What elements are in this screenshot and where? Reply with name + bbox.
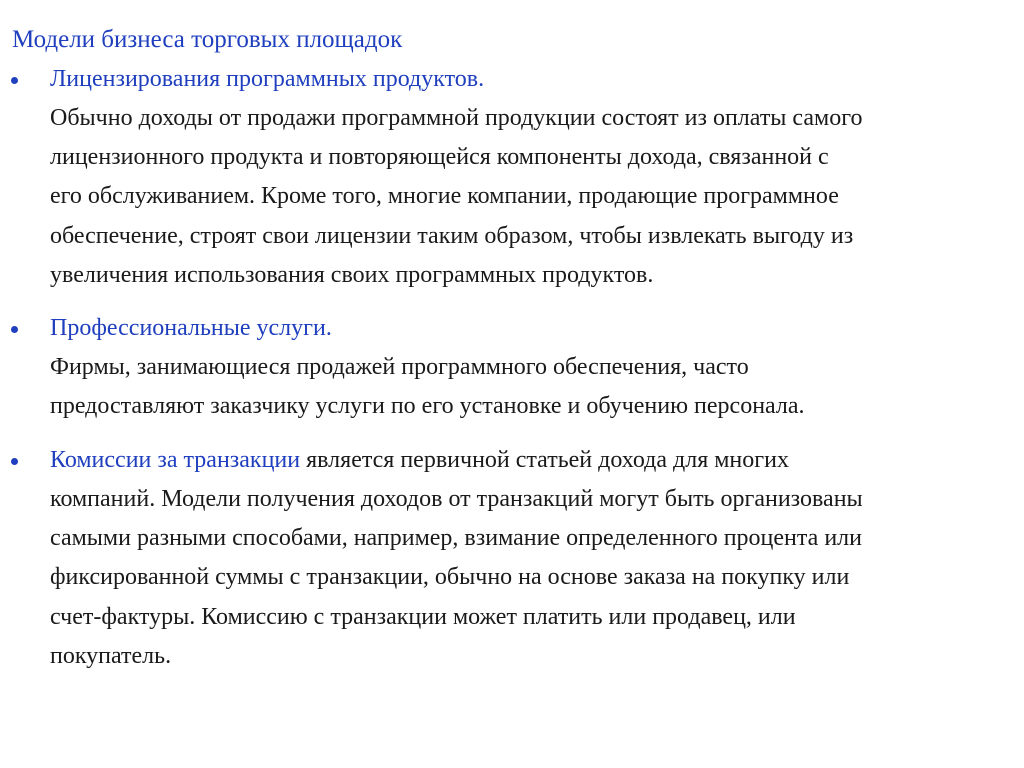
body-line: компаний. Модели получения доходов от транзакций могут быть организованы	[50, 486, 863, 512]
bullet-heading-tail: является первичной статьей дохода для многих	[300, 447, 789, 473]
body-line: увеличения использования своих программных продуктов.	[50, 261, 654, 288]
slide-title: Модели бизнеса торговых площадок	[12, 26, 403, 53]
body-line: Фирмы, занимающиеся продажей программного обеспечения, часто	[50, 354, 749, 380]
body-line: Обычно доходы от продажи программной продукции состоят из оплаты самого	[50, 105, 863, 131]
body-line: самыми разными способами, например, взимание определенного процента или	[50, 525, 862, 552]
body-line: предоставляют заказчику услуги по его установке и обучению персонала.	[50, 393, 805, 420]
bullet-dot-icon	[11, 458, 18, 465]
bullet-heading: Лицензирования программных продуктов.	[50, 66, 485, 92]
body-line: лицензионного продукта и повторяющейся компоненты дохода, связанной с	[50, 144, 829, 171]
body-line: счет-фактуры. Комиссию с транзакции может платить или продавец, или	[50, 603, 796, 630]
body-line: обеспечение, строят свои лицензии таким образом, чтобы извлекать выгоду из	[50, 222, 854, 249]
bullet-heading: Комиссии за транзакции	[50, 447, 301, 473]
body-line: его обслуживанием. Кроме того, многие компании, продающие программное	[50, 183, 839, 210]
body-line: покупатель.	[50, 642, 172, 669]
bullet-body	[50, 480, 1024, 676]
bullet-dot-icon	[11, 77, 18, 84]
bullet-body	[50, 348, 1024, 426]
body-line: фиксированной суммы с транзакции, обычно на основе заказа на покупку или	[50, 564, 850, 591]
bullet-heading-line	[50, 441, 789, 480]
bullet-body	[50, 99, 1024, 295]
bullet-heading: Профессиональные услуги.	[50, 315, 332, 341]
bullet-dot-icon	[11, 326, 18, 333]
